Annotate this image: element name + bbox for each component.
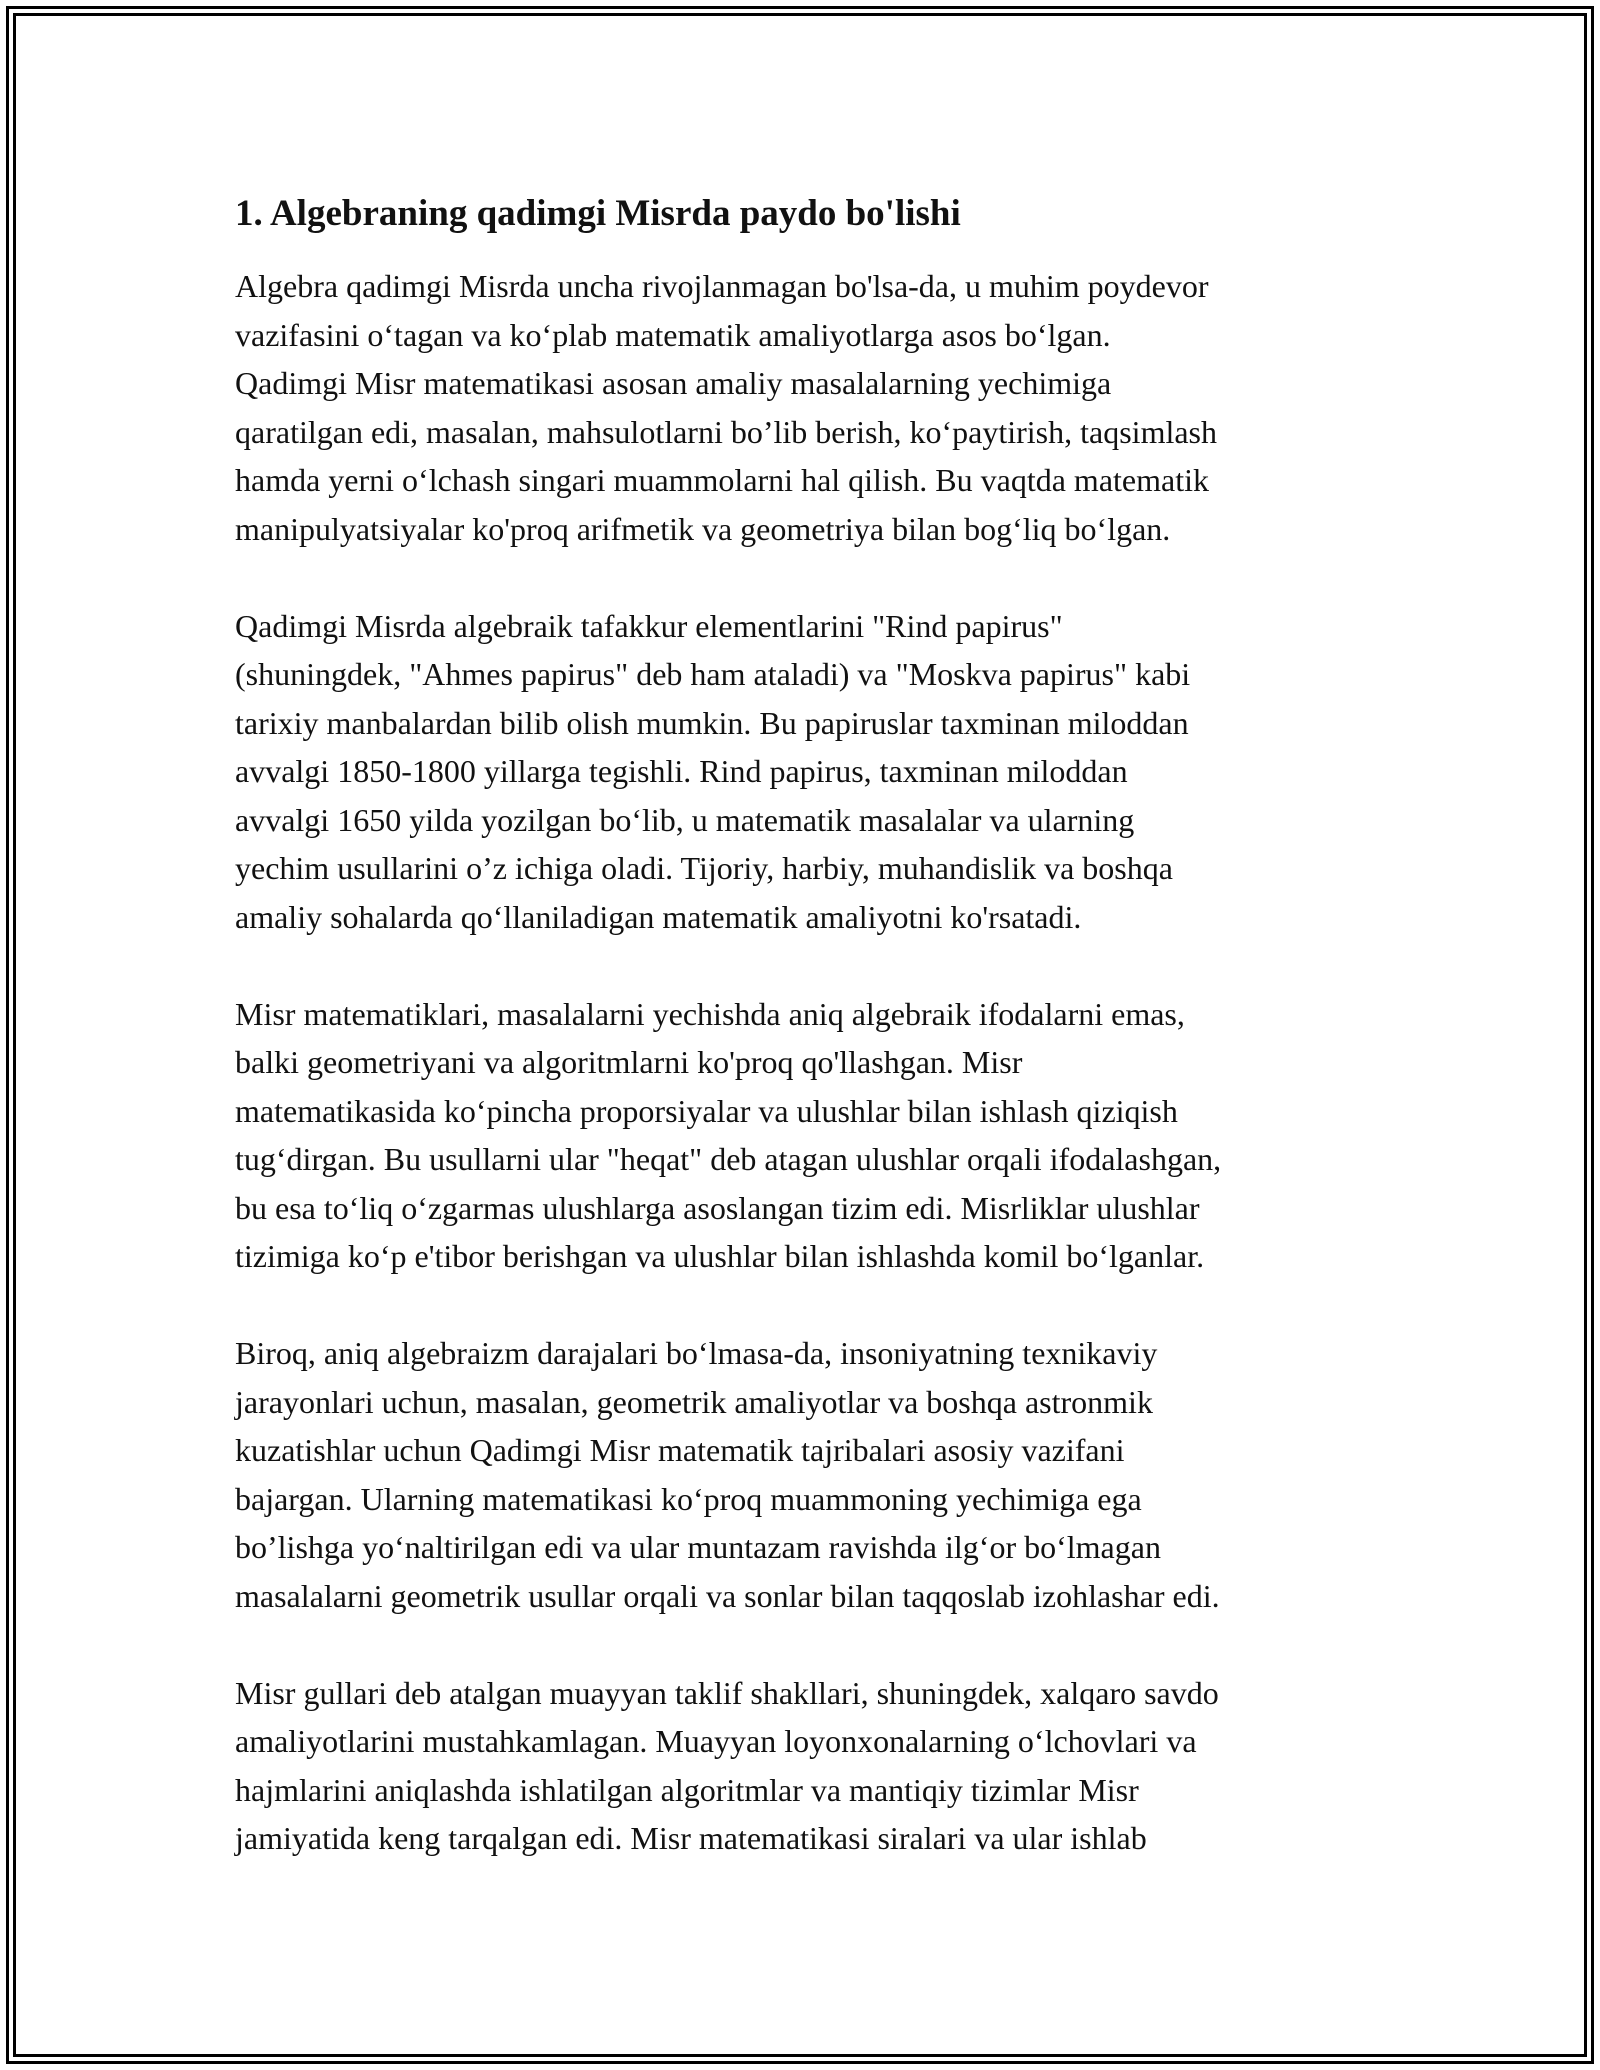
section-heading: 1. Algebraning qadimgi Misrda paydo bo'lishi (235, 193, 961, 234)
paragraph-1: Algebra qadimgi Misrda uncha rivojlanmagan bo'lsa-da, u muhim poydevor vazifasini o‘tagan va ko‘plab matematik amaliyotlarga asos bo‘lgan. Qadimgi Misr matematikasi asosan amaliy masalalarning yechimiga qaratilgan edi, masalan, mahsulotlarni bo’lib berish, ko‘paytirish, taqsimlash hamda yerni o‘lchash singari muammolarni hal qilish. Bu vaqtda matematik manipulyatsiyalar ko'proq arifmetik va geometriya bilan bog‘liq bo‘lgan. (235, 268, 1217, 547)
document-body (235, 186, 1395, 1911)
paragraph-5: Misr gullari deb atalgan muayyan taklif shakllari, shuningdek, xalqaro savdo amaliyotlarini mustahkamlagan. Muayyan loyonxonalarning o‘lchovlari va hajmlarini aniqlashda ishlatilgan algoritmlar va mantiqiy tizimlar Misr jamiyatida keng tarqalgan edi. Misr matematikasi siralari va ular ishlab (235, 1674, 1219, 1856)
paragraph-2: Qadimgi Misrda algebraik tafakkur elementlarini "Rind papirus" (shuningdek, "Ahmes papirus" deb ham ataladi) va "Moskva papirus" kabi tarixiy manbalardan bilib olish mumkin. Bu papiruslar taxminan miloddan avvalgi 1850-1800 yillarga tegishli. Rind papirus, taxminan miloddan avvalgi 1650 yilda yozilgan bo‘lib, u matematik masalalar va ularning yechim usullarini o’z ichiga oladi. Tijoriy, harbiy, muhandislik va boshqa amaliy sohalarda qo‘llaniladigan matematik amaliyotni ko'rsatadi. (235, 607, 1191, 935)
paragraph-3: Misr matematiklari, masalalarni yechishda aniq algebraik ifodalarni emas, balki geometriyani va algoritmlarni ko'proq qo'llashgan. Misr matematikasida ko‘pincha proporsiyalar va ulushlar bilan ishlash qiziqish tug‘dirgan. Bu usullarni ular "heqat" deb atagan ulushlar orqali ifodalashgan, bu esa to‘liq o‘zgarmas ulushlarga asoslangan tizim edi. Misrliklar ulushlar tizimiga ko‘p e'tibor berishgan va ulushlar bilan ishlashda komil bo‘lganlar. (235, 995, 1222, 1274)
paragraph-4: Biroq, aniq algebraizm darajalari bo‘lmasa-da, insoniyatning texnikaviy jarayonlari uchun, masalan, geometrik amaliyotlar va boshqa astronmik kuzatishlar uchun Qadimgi Misr matematik tajribalari asosiy vazifani bajargan. Ularning matematikasi ko‘proq muammoning yechimiga ega bo’lishga yo‘naltirilgan edi va ular muntazam ravishda ilg‘or bo‘lmagan masalalarni geometrik usullar orqali va sonlar bilan taqqoslab izohlashar edi. (235, 1335, 1220, 1614)
